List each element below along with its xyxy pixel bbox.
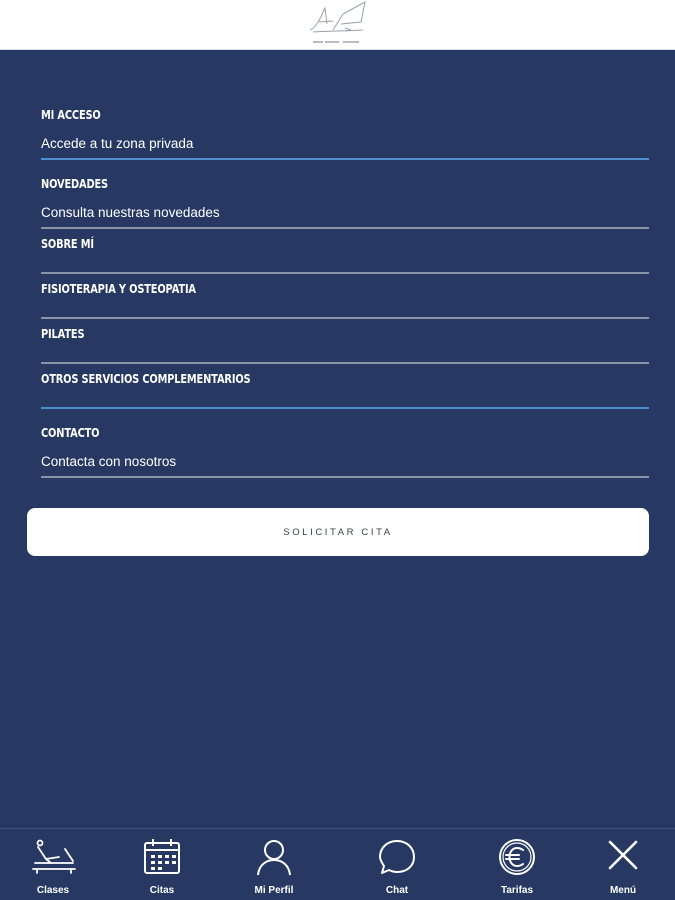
menu-item-subtitle: Contacta con nosotros	[41, 454, 177, 469]
solicitar-cita-button[interactable]	[27, 508, 649, 556]
tab-menu[interactable]	[593, 829, 653, 900]
menu-item-title: FISIOTERAPIA Y OSTEOPATIA	[41, 282, 196, 296]
menu-item-contacto[interactable]	[41, 418, 649, 478]
tab-label: Chat	[385, 885, 409, 896]
menu-item-mi-acceso[interactable]	[41, 100, 649, 160]
menu-item-sobre-mi[interactable]	[41, 229, 649, 274]
solicitar-cita-label: SOLICITAR CITA	[283, 526, 393, 538]
menu-item-subtitle: Accede a tu zona privada	[41, 136, 194, 151]
pilates-reformer-icon	[29, 837, 77, 877]
tab-label: Tarifas	[500, 885, 534, 896]
menu-item-otros-servicios[interactable]	[41, 364, 649, 409]
user-icon	[254, 837, 294, 877]
bottom-tab-bar	[0, 828, 675, 900]
tab-label: Clases	[36, 885, 70, 896]
menu-item-novedades[interactable]	[41, 169, 649, 229]
menu-item-title: PILATES	[41, 327, 85, 341]
menu-item-subtitle: Consulta nuestras novedades	[41, 205, 220, 220]
chat-bubble-icon	[377, 837, 417, 877]
euro-icon	[497, 837, 537, 877]
tab-clases[interactable]	[23, 829, 83, 900]
tab-label: Mi Perfil	[254, 885, 294, 896]
tab-label: Citas	[149, 885, 175, 896]
menu-list	[41, 100, 649, 478]
menu-item-fisioterapia[interactable]	[41, 274, 649, 319]
calendar-icon	[142, 837, 182, 877]
menu-item-pilates[interactable]	[41, 319, 649, 364]
menu-item-title: NOVEDADES	[41, 177, 108, 191]
tab-mi-perfil[interactable]	[244, 829, 304, 900]
app-header	[0, 0, 675, 50]
tab-citas[interactable]	[132, 829, 192, 900]
menu-item-title: CONTACTO	[41, 426, 100, 440]
close-icon	[603, 837, 643, 877]
menu-panel	[0, 50, 675, 828]
menu-item-title: OTROS SERVICIOS COMPLEMENTARIOS	[41, 372, 251, 386]
tab-chat[interactable]	[367, 829, 427, 900]
brand-logo[interactable]	[305, 0, 371, 48]
tab-tarifas[interactable]	[487, 829, 547, 900]
tab-label: Menú	[609, 885, 637, 896]
menu-item-title: SOBRE MÍ	[41, 237, 94, 251]
menu-item-title: MI ACCESO	[41, 108, 101, 122]
